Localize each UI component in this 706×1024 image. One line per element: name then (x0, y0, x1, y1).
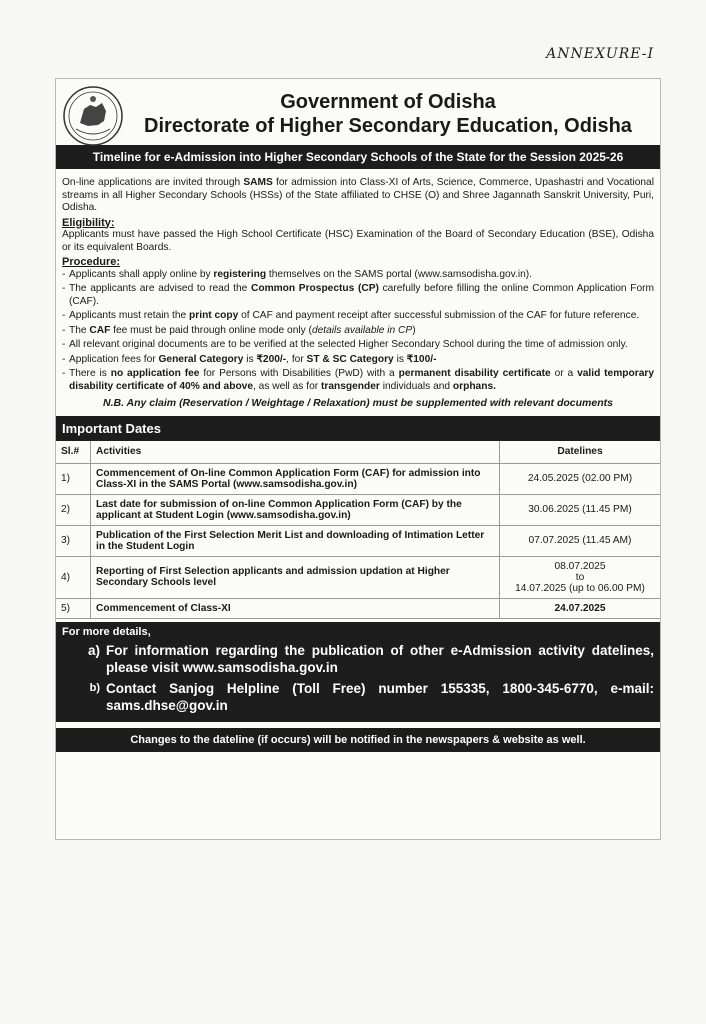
list-item: - There is no application fee for Persons with Disabilities (PwD) with a permanent disability certificate or a valid temporary disability certificate of 40% and above, as well as for transgender individuals and orphans. (62, 368, 654, 393)
row-dateline (500, 556, 661, 598)
item-text: For information regarding the publication of other e-Admission activity datelines, please visit www.samsodisha.gov.in (106, 642, 654, 675)
important-dates-table (56, 441, 660, 619)
row-activity: Publication of the First Selection Merit List and downloading of Intimation Letter in the Student Login (91, 525, 500, 556)
row-activity: Commencement of Class-XI (91, 598, 500, 618)
intro-text-2: for admission into Class-XI of Arts, Science, Commerce, Upashastri and Vocational streams in all Higher Secondary Schools (HSSs) of the State affiliated to CHSE (O) and Shree Jagannath Sanskrit University, Puri, Odisha. (62, 177, 654, 213)
item-label: b) (89, 681, 100, 694)
row-activity: Reporting of First Selection applicants and admission updation at Higher Secondary Schools level (91, 556, 500, 598)
notice-content (56, 169, 660, 410)
col-activities: Activities (91, 441, 500, 464)
table-header-row (56, 441, 660, 464)
row-activity: Last date for submission of on-line Common Application Form (CAF) by the applicant at Student Login (www.samsodisha.gov.in) (91, 494, 500, 525)
intro-paragraph (62, 177, 654, 215)
row-sl: 3) (56, 525, 91, 556)
timeline-title-bar: Timeline for e-Admission into Higher Secondary Schools of the State for the Session 2025-26 (56, 145, 660, 169)
table-row (56, 525, 660, 556)
footer-note: Changes to the dateline (if occurs) will be notified in the newspapers & website as well. (56, 728, 660, 752)
row-sl: 1) (56, 463, 91, 494)
notice-frame (55, 78, 661, 840)
row-sl: 2) (56, 494, 91, 525)
table-row (56, 598, 660, 618)
table-row (56, 463, 660, 494)
row-sl: 4) (56, 556, 91, 598)
item-label: a) (87, 642, 100, 658)
title-directorate: Directorate of Higher Secondary Education, Odisha (144, 115, 632, 137)
row-activity: Commencement of On-line Common Application Form (CAF) for admission into Class-XI in the SAMS Portal (www.samsodisha.gov.in) (91, 463, 500, 494)
important-dates-heading: Important Dates (56, 416, 660, 441)
col-sl: Sl.# (56, 441, 91, 464)
row-dateline: 24.05.2025 (02.00 PM) (500, 463, 661, 494)
list-item: - Applicants shall apply online by registering themselves on the SAMS portal (www.samsodisha.gov.in). (62, 269, 654, 282)
dateline-to-word: to (575, 571, 585, 583)
procedure-list (62, 269, 654, 394)
intro-sams: SAMS (243, 177, 273, 188)
list-item: - The CAF fee must be paid through online mode only (details available in CP) (62, 325, 654, 338)
table-row (56, 556, 660, 598)
intro-text-1: On-line applications are invited through (62, 177, 244, 188)
row-dateline: 30.06.2025 (11.45 PM) (500, 494, 661, 525)
list-item: - Applicants must retain the print copy of CAF and payment receipt after successful submission of the CAF for future reference. (62, 310, 654, 323)
list-item: - All relevant original documents are to be verified at the selected Higher Secondary School during the time of admission only. (62, 339, 654, 352)
eligibility-heading: Eligibility: (62, 216, 115, 229)
title-government: Government of Odisha (280, 91, 496, 113)
dateline-to: 14.07.2025 (up to 06.00 PM) (515, 582, 645, 594)
eligibility-text: Applicants must have passed the High School Certificate (HSC) Examination of the Board of Secondary Education (BSE), Odisha or its equivalent Boards. (62, 229, 654, 253)
more-details-title: For more details, (62, 625, 151, 638)
row-dateline: 24.07.2025 (500, 598, 661, 618)
row-dateline: 07.07.2025 (11.45 AM) (500, 525, 661, 556)
list-item: - Application fees for General Category is ₹200/-, for ST & SC Category is ₹100/- (62, 354, 654, 367)
col-datelines: Datelines (500, 441, 661, 464)
procedure-heading: Procedure: (62, 256, 121, 268)
item-text: Contact Sanjog Helpline (Toll Free) number 155335, 1800-345-6770, e-mail: sams.dhse@gov.in (106, 680, 654, 713)
annexure-label: ANNEXURE-I (546, 46, 654, 62)
header (56, 79, 660, 145)
more-details-item (62, 642, 654, 676)
dateline-from: 08.07.2025 (554, 560, 606, 572)
table-row (56, 494, 660, 525)
nb-note: N.B. Any claim (Reservation / Weightage / Relaxation) must be supplemented with relevant documents (103, 397, 613, 409)
list-item: - The applicants are advised to read the Common Prospectus (CP) carefully before filling the online Common Application Form (CAF). (62, 283, 654, 308)
more-details-box (56, 622, 660, 722)
row-sl: 5) (56, 598, 91, 618)
more-details-item (62, 680, 654, 714)
